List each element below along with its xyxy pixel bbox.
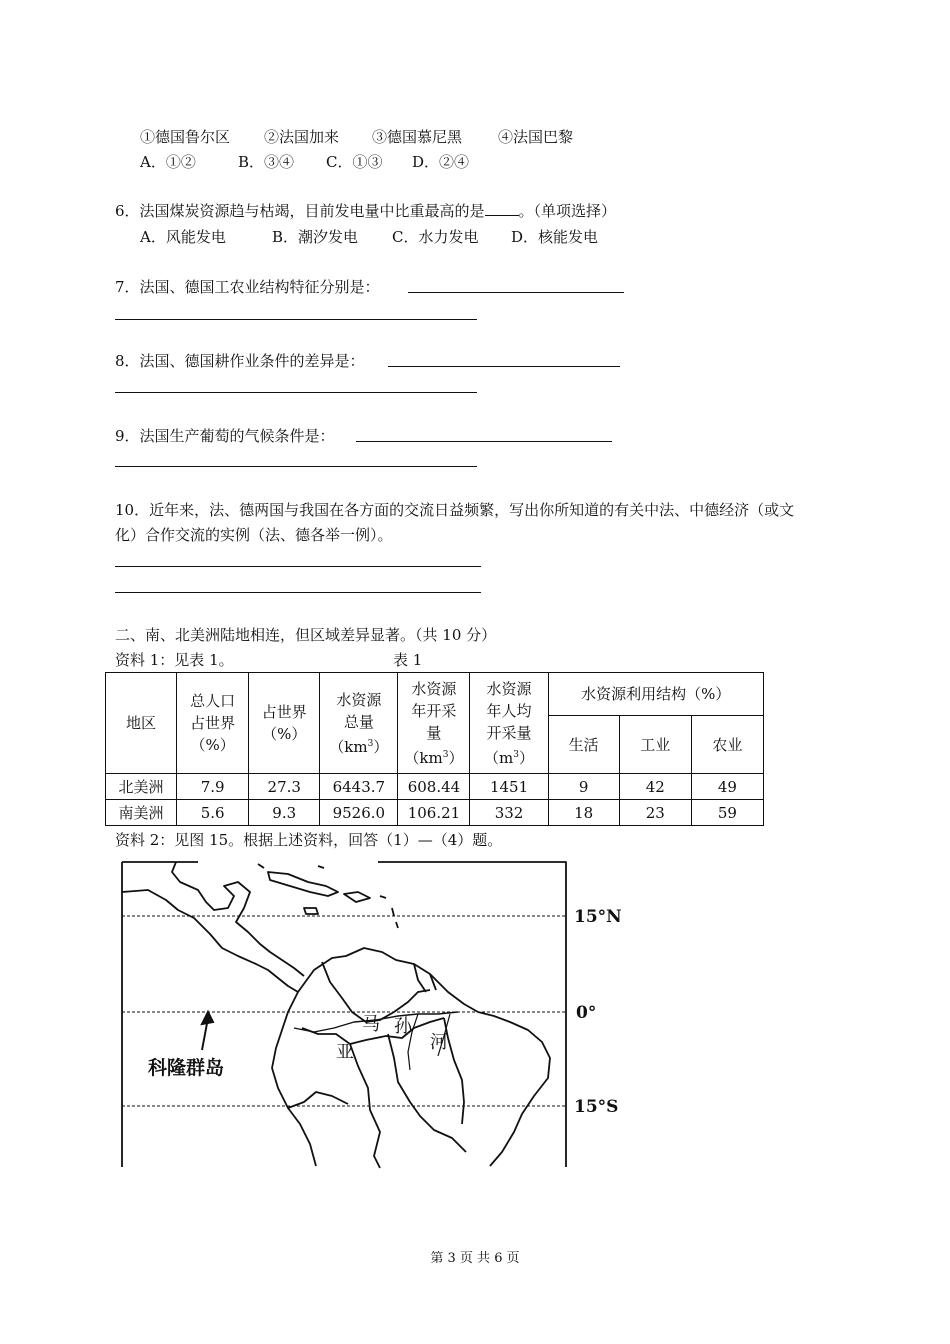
table-row bbox=[106, 774, 764, 800]
q6-text-before: 6．法国煤炭资源趋与枯竭，目前发电量中比重最高的是 bbox=[115, 202, 485, 220]
central-america-coast-east bbox=[172, 862, 304, 976]
island-hispaniola bbox=[344, 892, 370, 902]
cell-region: 北美洲 bbox=[106, 774, 177, 800]
header-annual-unit bbox=[398, 744, 469, 769]
header-use-structure: 水资源利用结构（%） bbox=[548, 673, 763, 716]
header-annual-line-3: 量 bbox=[426, 723, 442, 742]
q6-stem bbox=[115, 201, 616, 221]
q8-answer-line-1[interactable] bbox=[388, 366, 620, 367]
header-use-industry: 工业 bbox=[619, 716, 691, 774]
q5-item-1: ①德国鲁尔区 bbox=[140, 128, 231, 146]
q8-answer-line-2[interactable] bbox=[115, 392, 477, 393]
section2-title: 二、南、北美洲陆地相连，但区域差异显著。（共 10 分） bbox=[115, 626, 497, 644]
header-total-unit-sup: 3 bbox=[367, 738, 374, 749]
q5-option-c: C．①③ bbox=[326, 153, 383, 171]
galapagos-arrow-head bbox=[202, 1012, 213, 1024]
q7-stem: 7．法国、德国工农业结构特征分别是： bbox=[115, 278, 380, 296]
header-world-share bbox=[249, 673, 320, 774]
header-percap-line-2: 年人均 bbox=[486, 701, 532, 720]
q10-stem-line-1: 10．近年来，法、德两国与我国在各方面的交流日益频繁，写出你所知道的有关中法、中德经济（或文 bbox=[115, 501, 795, 519]
border-line-1 bbox=[322, 962, 430, 1022]
header-percap-unit bbox=[470, 744, 547, 769]
q6-options bbox=[140, 227, 598, 247]
page-footer: 第 3 页 共 6 页 bbox=[430, 1251, 520, 1266]
map-frame bbox=[122, 862, 566, 1167]
header-share-line-2: （%） bbox=[262, 725, 307, 743]
cell-region: 南美洲 bbox=[106, 800, 177, 826]
label-river-ya: 亚 bbox=[336, 1042, 354, 1063]
header-annual-unit-close: ） bbox=[448, 748, 464, 767]
header-annual-line-2: 年开采 bbox=[411, 701, 457, 720]
table-caption: 表 1 bbox=[393, 651, 423, 669]
cell-pop: 7.9 bbox=[177, 774, 249, 800]
q5-item-3: ③德国慕尼黑 bbox=[372, 128, 463, 146]
q5-items bbox=[140, 127, 573, 147]
border-line-4 bbox=[388, 1034, 466, 1152]
cell-life: 9 bbox=[548, 774, 619, 800]
header-annual-unit-text: （km bbox=[404, 748, 443, 767]
header-annual-extraction bbox=[398, 673, 470, 774]
cell-share: 27.3 bbox=[249, 774, 320, 800]
material2-label: 资料 2：见图 15。根据上述资料，回答（1）—（4）题。 bbox=[115, 831, 503, 849]
q9-answer-line-2[interactable] bbox=[115, 466, 477, 467]
label-equator: 0° bbox=[576, 1003, 597, 1023]
header-region: 地区 bbox=[106, 673, 177, 774]
label-15s: 15°S bbox=[574, 1097, 619, 1117]
q7-answer-line-1[interactable] bbox=[408, 292, 624, 293]
cell-life: 18 bbox=[548, 800, 619, 826]
island-jamaica bbox=[304, 908, 318, 914]
q6-text-after: 。（单项选择） bbox=[518, 202, 617, 220]
q5-options bbox=[140, 152, 469, 172]
header-percap-line-1: 水资源 bbox=[486, 679, 532, 698]
q6-option-a: A．风能发电 bbox=[140, 228, 226, 246]
label-river-sun: 孙 bbox=[394, 1016, 412, 1037]
island-cuba bbox=[268, 872, 338, 896]
label-15n: 15°N bbox=[574, 907, 622, 927]
header-total-unit bbox=[320, 733, 397, 758]
q6-option-c: C．水力发电 bbox=[392, 228, 479, 246]
q9-stem: 9．法国生产葡萄的气候条件是： bbox=[115, 427, 335, 445]
label-galapagos: 科隆群岛 bbox=[148, 1057, 225, 1079]
cell-share: 9.3 bbox=[249, 800, 320, 826]
header-population-share bbox=[177, 673, 249, 774]
header-total-unit-close: ） bbox=[373, 737, 389, 756]
header-percap-unit-text: （m bbox=[484, 748, 514, 767]
island-lesser-antilles bbox=[380, 896, 398, 928]
galapagos-arrow bbox=[202, 1012, 213, 1050]
cell-total: 6443.7 bbox=[320, 774, 398, 800]
cell-industry: 23 bbox=[619, 800, 691, 826]
cell-agri: 49 bbox=[691, 774, 763, 800]
header-pop-line-2: 占世界 bbox=[190, 714, 236, 732]
q10-stem-line-2: 化）合作交流的实例（法、德各举一例）。 bbox=[115, 526, 393, 544]
header-use-life: 生活 bbox=[548, 716, 619, 774]
q7-answer-line-2[interactable] bbox=[115, 319, 477, 320]
cell-agri: 59 bbox=[691, 800, 763, 826]
label-river-he: 河 bbox=[430, 1032, 448, 1053]
q9-answer-line-1[interactable] bbox=[356, 441, 612, 442]
header-total-line-1: 水资源 bbox=[336, 690, 382, 709]
cell-annual: 106.21 bbox=[398, 800, 470, 826]
material1-label: 资料 1：见表 1。 bbox=[115, 651, 234, 669]
map-outline bbox=[122, 862, 566, 1168]
cell-percap: 332 bbox=[470, 800, 548, 826]
cell-pop: 5.6 bbox=[177, 800, 249, 826]
q6-answer-blank[interactable] bbox=[485, 201, 519, 216]
border-line-6 bbox=[414, 964, 436, 992]
header-annual-line-1: 水资源 bbox=[411, 679, 457, 698]
header-annual-unit-sup: 3 bbox=[442, 749, 449, 760]
header-use-agriculture: 农业 bbox=[691, 716, 763, 774]
header-pop-line-1: 总人口 bbox=[190, 692, 236, 710]
q5-item-2: ②法国加来 bbox=[264, 128, 340, 146]
header-percap-line-3: 开采量 bbox=[486, 723, 532, 742]
water-resources-table bbox=[105, 672, 764, 826]
q10-answer-line-1[interactable] bbox=[115, 566, 481, 567]
header-water-total bbox=[320, 673, 398, 774]
south-america-coast-west bbox=[272, 992, 316, 1166]
q5-option-d: D．②④ bbox=[412, 153, 470, 171]
south-america-map bbox=[118, 852, 633, 1170]
header-percap-unit-close: ） bbox=[519, 748, 535, 767]
island-bahamas bbox=[258, 864, 324, 868]
header-share-line-1: 占世界 bbox=[261, 703, 307, 721]
cell-annual: 608.44 bbox=[398, 774, 470, 800]
header-per-capita bbox=[470, 673, 548, 774]
q5-option-a: A．①② bbox=[140, 153, 196, 171]
q8-stem: 8．法国、德国耕作业条件的差异是： bbox=[115, 352, 365, 370]
header-total-unit-text: （km bbox=[329, 737, 368, 756]
cell-total: 9526.0 bbox=[320, 800, 398, 826]
q10-answer-line-2[interactable] bbox=[115, 592, 481, 593]
label-river-ma: 马 bbox=[362, 1014, 380, 1035]
q5-item-4: ④法国巴黎 bbox=[498, 128, 574, 146]
q6-option-b: B．潮汐发电 bbox=[272, 228, 359, 246]
cell-industry: 42 bbox=[619, 774, 691, 800]
q5-option-b: B．③④ bbox=[238, 153, 295, 171]
q6-option-d: D．核能发电 bbox=[511, 228, 599, 246]
header-total-line-2: 总量 bbox=[343, 712, 374, 731]
cell-percap: 1451 bbox=[470, 774, 548, 800]
header-percap-unit-sup: 3 bbox=[513, 749, 520, 760]
header-pop-line-3: （%） bbox=[190, 736, 235, 754]
table-row bbox=[106, 800, 764, 826]
